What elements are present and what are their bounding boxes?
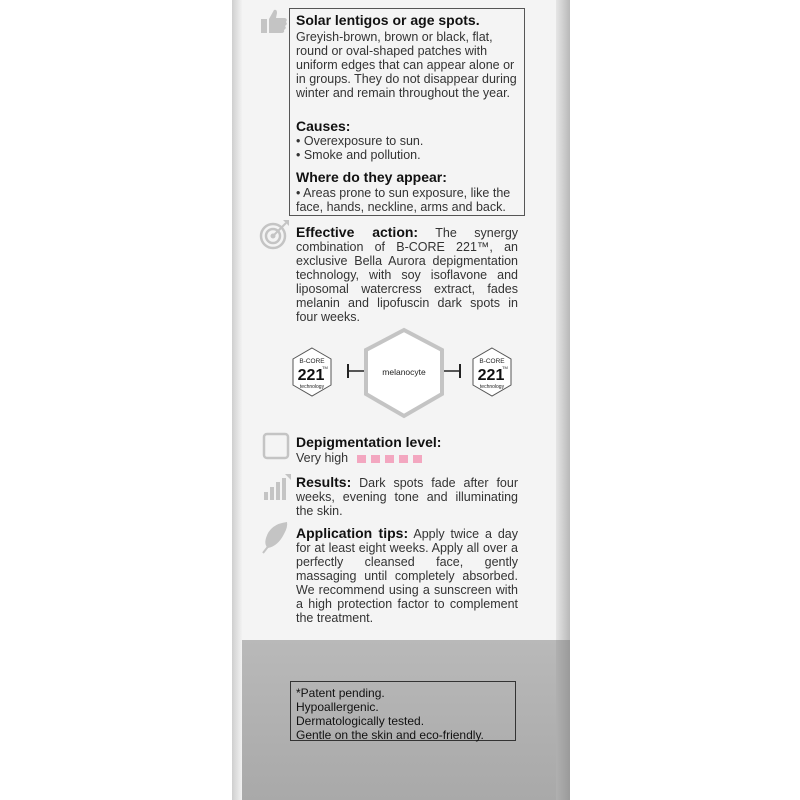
where-title: Where do they appear: [296,169,447,185]
note-line: Hypoallergenic. [296,700,379,714]
checkbox-icon [262,432,290,465]
depigmentation-value: Very high [296,451,349,465]
box-left-edge [232,0,242,800]
results-paragraph [296,475,518,518]
level-square [413,455,422,463]
diagram-right-bottom: technology [479,384,505,390]
target-icon [259,218,291,255]
bar-chart-icon [262,474,292,505]
level-square [385,455,394,463]
product-notes [290,681,516,741]
diagram-left-bottom: technology [299,384,325,390]
note-line: Gentle on the skin and eco-friendly. [296,728,484,742]
application-title: Application tips: [296,525,409,541]
application-paragraph [296,526,518,625]
thumbs-up-icon [259,6,289,41]
diagram-left-tm: TM [322,365,328,370]
solar-title: Solar lentigos or age spots. [296,12,480,28]
results-body: Dark spots fade after four weeks, evening tone and illuminating the skin. [296,476,518,518]
effective-title: Effective action: [296,224,419,240]
application-body: Apply twice a day for at least eight weeks. Apply all over a perfectly cleansed face, gently massaging until completely absorbed. We recommend using a sunscreen with a high protection factor to complement the treatment. [296,527,518,625]
causes-item: • Overexposure to sun. [296,134,424,148]
diagram-center: melanocyte [382,367,426,377]
diagram-left-num: 221 [297,367,325,384]
note-line: Dermatologically tested. [296,714,425,728]
results-title: Results: [296,474,352,490]
level-square [399,455,408,463]
level-square [371,455,380,463]
note-line: *Patent pending. [296,686,385,700]
causes-title: Causes: [296,118,351,134]
bcore-diagram [282,326,530,431]
level-square [357,455,366,463]
causes-item: • Smoke and pollution. [296,148,421,162]
where-body: • Areas prone to sun exposure, like the face, hands, neckline, arms and back. [296,186,511,214]
diagram-right-num: 221 [477,367,505,384]
feather-icon [260,520,290,559]
effective-paragraph [296,225,518,324]
depigmentation-row [296,451,520,465]
diagram-left-top: B-CORE [299,358,325,365]
depigmentation-title: Depigmentation level: [296,434,442,450]
diagram-right-tm: TM [502,365,508,370]
diagram-right-top: B-CORE [479,358,505,365]
box-bottom-right-edge [556,640,570,800]
solar-body: Greyish-brown, brown or black, flat, round or oval-shaped patches with uniform edges that can appear alone or in groups. They do not disappear during winter and remain throughout the year. [296,30,517,100]
level-indicator [352,451,422,465]
effective-body: The synergy combination of B-CORE 221™, an exclusive Bella Aurora depigmentation technology, with soy isoflavone and liposomal watercress extract, fades melanin and lipofuscin dark spots in four weeks. [296,226,519,324]
